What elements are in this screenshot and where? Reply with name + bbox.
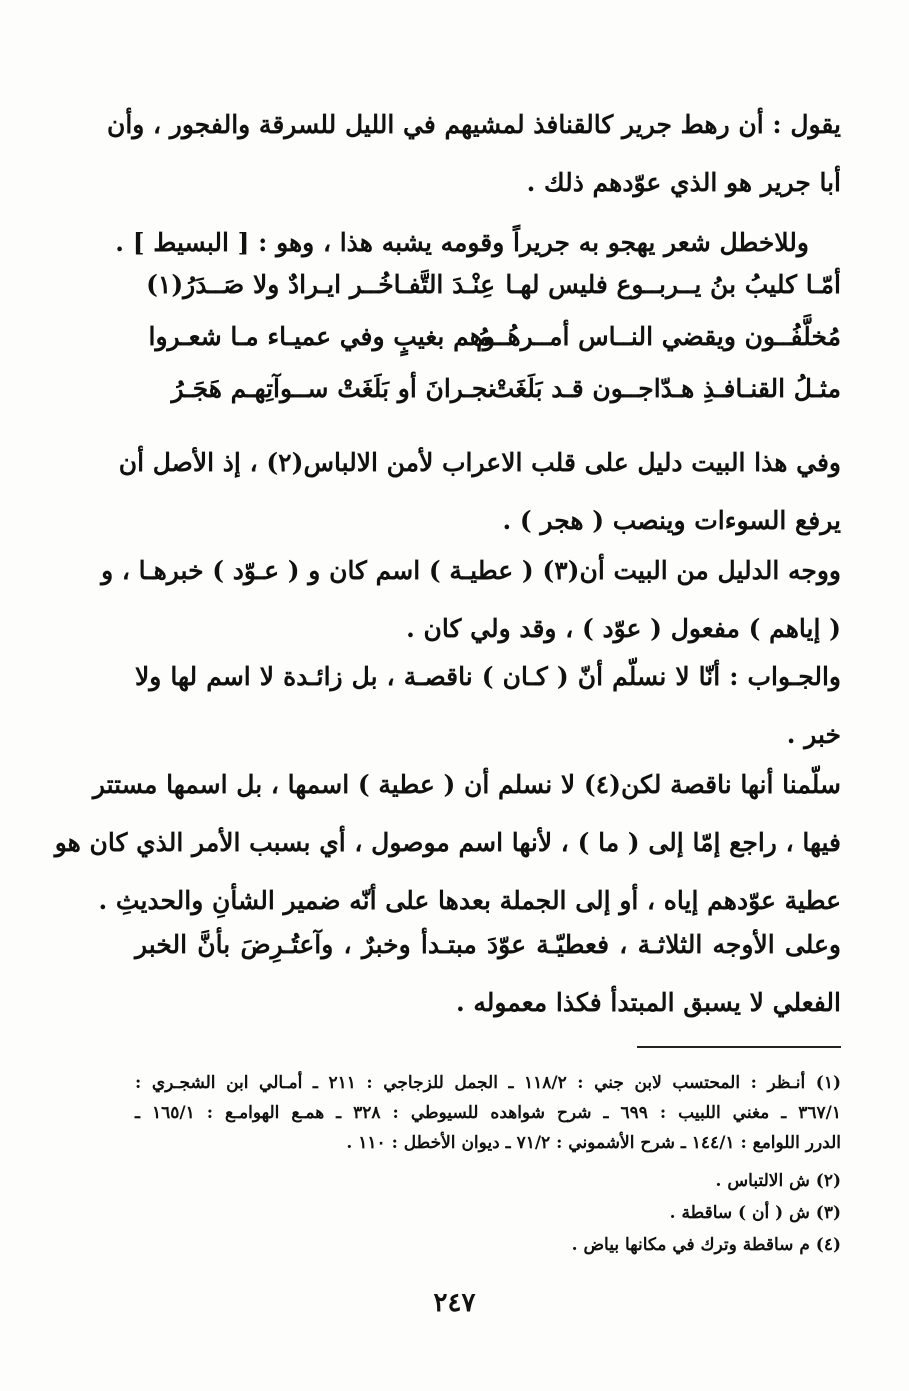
paragraph-6 [54, 756, 841, 930]
text-line: سلّمنا أنها ناقصة لكن(٤) لا نسلم أن ( عطية ) اسمها ، بل اسمها مستتر [92, 770, 841, 799]
verse-line [135, 270, 841, 328]
footnote-separator [637, 1046, 841, 1048]
verse-first-hemistich: مثـلُ القنـافـذِ هـدّاجــون قـد بَلَغَتْ [490, 374, 841, 403]
paragraph-1 [106, 96, 841, 212]
text-line: ( إياهم ) مفعول ( عوّد ) ، وقد ولي كان . [406, 614, 841, 643]
text-line: الفعلي لا يسبق المبتدأ فكذا معموله . [455, 988, 841, 1017]
page-number: ٢٤٧ [433, 1288, 476, 1318]
text-line: يقول : أن رهط جرير كالقنافذ لمشيهم في الليل للسرقة والفجور ، وأن [106, 110, 841, 139]
paragraph-2 [115, 214, 809, 272]
paragraph-5 [135, 648, 841, 764]
verse-second-hemistich: نجـرانَ أو بَلَغَتْ ســوآتِهـم هَجَـرُ [171, 374, 495, 403]
text-line: ووجه الدليل من البيت أن(٣) ( عطيـة ) اسم كان و ( عـوّد ) خبرهـا ، و [101, 556, 841, 585]
footnote-1 [135, 1068, 841, 1158]
footnote-4 [135, 1230, 841, 1260]
footnote-line: الدرر اللوامع : ١٤٤/١ ـ شرح الأشموني : ٧١/٢ ـ ديوان الأخطل : ١١٠ . [346, 1133, 841, 1153]
text-line: خبر . [786, 720, 841, 749]
footnote-line: (٤) م ساقطة وترك في مكانها بياض . [571, 1235, 841, 1255]
poem-verses [135, 270, 841, 446]
text-line: فيها ، راجع إمّا إلى ( ما ) ، لأنها اسم موصول ، أي بسبب الأمر الذي كان هو [54, 828, 841, 857]
footnote-line: (٣) ش ( أن ) ساقطة . [669, 1203, 841, 1223]
paragraph-4 [101, 542, 841, 658]
text-line: يرفع السوءات وينصب ( هجر ) . [502, 506, 841, 535]
text-line: وللاخطل شعر يهجو به جريراً وقومه يشبه هذا ، وهو : [ البسيط ] . [115, 228, 809, 257]
verse-line [135, 374, 841, 432]
text-line: عطية عوّدهم إياه ، أو إلى الجملة بعدها على أنّه ضمير الشأنِ والحديثِ . [98, 886, 841, 915]
paragraph-3 [118, 434, 841, 550]
footnote-line: ٣٦٧/١ ـ مغني اللبيب : ٦٩٩ ـ شرح شواهده للسيوطي : ٣٢٨ ـ همـع الهوامـع : ١٦٥/١ ـ [135, 1103, 841, 1123]
verse-second-hemistich: وهم بغيبٍ وفي عميـاء مـا شعـروا [148, 322, 495, 351]
verse-first-hemistich: مُخلَّفُــون ويقضي النــاس أمــرهُــمُ [476, 322, 841, 351]
verse-second-hemistich: عِنْـدَ التَّفـاخُــر ايـرادٌ ولا صَــدَرُ(١) [146, 270, 495, 299]
footnote-3 [135, 1198, 841, 1228]
text-line: وعلى الأوجه الثلاثـة ، فعطيّـة عوّدَ مبتـدأ وخبرٌ ، وآعتُـرِضَ بأنَّ الخبر [135, 930, 841, 959]
text-line: أبا جرير هو الذي عوّدهم ذلك . [526, 168, 841, 197]
text-line: وفي هذا البيت دليل على قلب الاعراب لأمن الالباس(٢) ، إذ الأصل أن [118, 448, 841, 477]
paragraph-7 [135, 916, 841, 1032]
verse-first-hemistich: أمّـا كليبُ بنُ يــربــوع فليس لهـا [505, 270, 841, 299]
verse-line [135, 322, 841, 380]
footnote-2 [135, 1166, 841, 1196]
footnote-line: (٢) ش الالتباس . [715, 1171, 841, 1191]
footnote-line: (١) أنـظر : المحتسب لابن جني : ١١٨/٢ ـ الجمل للزجاجي : ٢١١ ـ أمـالي ابن الشجـري : [135, 1073, 841, 1093]
text-line: والجـواب : أنّا لا نسلّم أنّ ( كـان ) ناقصـة ، بل زائـدة لا اسم لها ولا [135, 662, 841, 691]
